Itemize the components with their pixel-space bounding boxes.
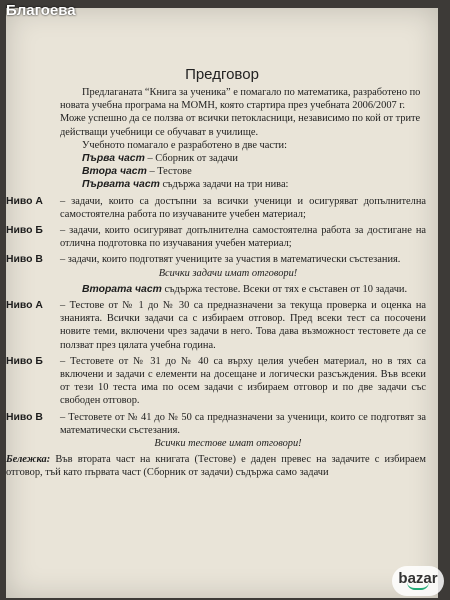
part2-line [60,165,426,178]
level2-c [6,411,426,437]
level-text: – Тестовете от № 31 до № 40 са върху целия учебен материал, но в тях са включени и задачи с елементи на досещане и логически разсъждения. Във всеки от тези 10 теста има по осем задачи с избираем отговор и по две задачи със свободен отговор. [60,355,426,407]
note-answers-tests: Всички тестове имат отговори! [154,438,302,450]
level-key: Ниво В [6,411,43,423]
book-page [6,8,438,598]
level-key: Ниво А [6,300,43,312]
level1-b [6,224,426,250]
level2-a [6,299,426,352]
page-content [6,86,426,480]
level-text: – задачи, които осигуряват допълнителна самостоятелна работа за достигане на отлична подготовка по изучавания учебен материал; [60,225,426,250]
level-text: – задачи, които са достъпни за всички ученици и осигуряват допълнителна самостоятелна работа по изучаваните учебен материал; [60,195,426,220]
level2-b [6,355,426,408]
level-text: – Тестовете от № 41 до № 50 са предназначени за ученици, които се подготвят за математически състезания. [60,411,426,436]
page-title: Предговор [185,66,259,83]
second-part-line [60,283,426,296]
level1-a [6,195,426,221]
note-answers-tasks: Всички задачи имат отговори! [158,267,298,279]
level-text: – задачи, които подготвят учениците за участия в математически състезания. [60,254,401,266]
remark-label: Бележка: [6,454,51,466]
remark-paragraph [6,453,426,479]
second-part-label: Втората част [82,283,162,295]
part1-text: – Сборник от задачи [147,153,238,165]
level-key: Ниво В [6,254,43,266]
level-key: Ниво Б [6,355,43,367]
level-key: Ниво Б [6,225,43,237]
bazar-logo [392,566,444,596]
level-key: Ниво А [6,195,43,207]
first-part-label: Първата част [82,179,160,191]
logo-text: bazar [398,570,438,587]
part2-text: – Тестове [149,166,192,178]
first-part-text: съдържа задачи на три нива: [162,179,289,191]
part1-line [60,152,426,165]
second-part-text: съдържа тестове. Всеки от тях е съставен от 10 задачи. [164,283,408,295]
intro-parts-line: Учебното помагало е разработено в две части: [82,139,287,151]
remark-text: Във втората част на книгата (Тестове) е даден превес на задачите с избираем отговор, тъй като първата част (Сборник от задачи) съдържа само задачи [6,454,426,479]
level-text: – Тестове от № 1 до № 30 са предназначени за текуща проверка и оценка на знанията. Всички задачи са с избираем отговор. Пред всеки тест са посочени новите теми, включени чрез задачи в него. Това дава възможност тестовете да се ползват през цялата учебна година. [60,300,426,351]
part1-label: Първа част [82,153,145,165]
part2-label: Втора част [82,166,147,178]
watermark-text: Благоева [6,2,76,19]
intro-paragraph: Предлаганата “Книга за ученика” е помагало по математика, разработено по новата учебна програма на МОМН, която стартира през учебната 2006/2007 г. Може успешно да се ползва от всички петокласници, независимо по кой от трите действащи учебници се обучават в училище. [60,87,421,138]
level1-c [6,253,426,266]
first-part-line [60,178,426,191]
